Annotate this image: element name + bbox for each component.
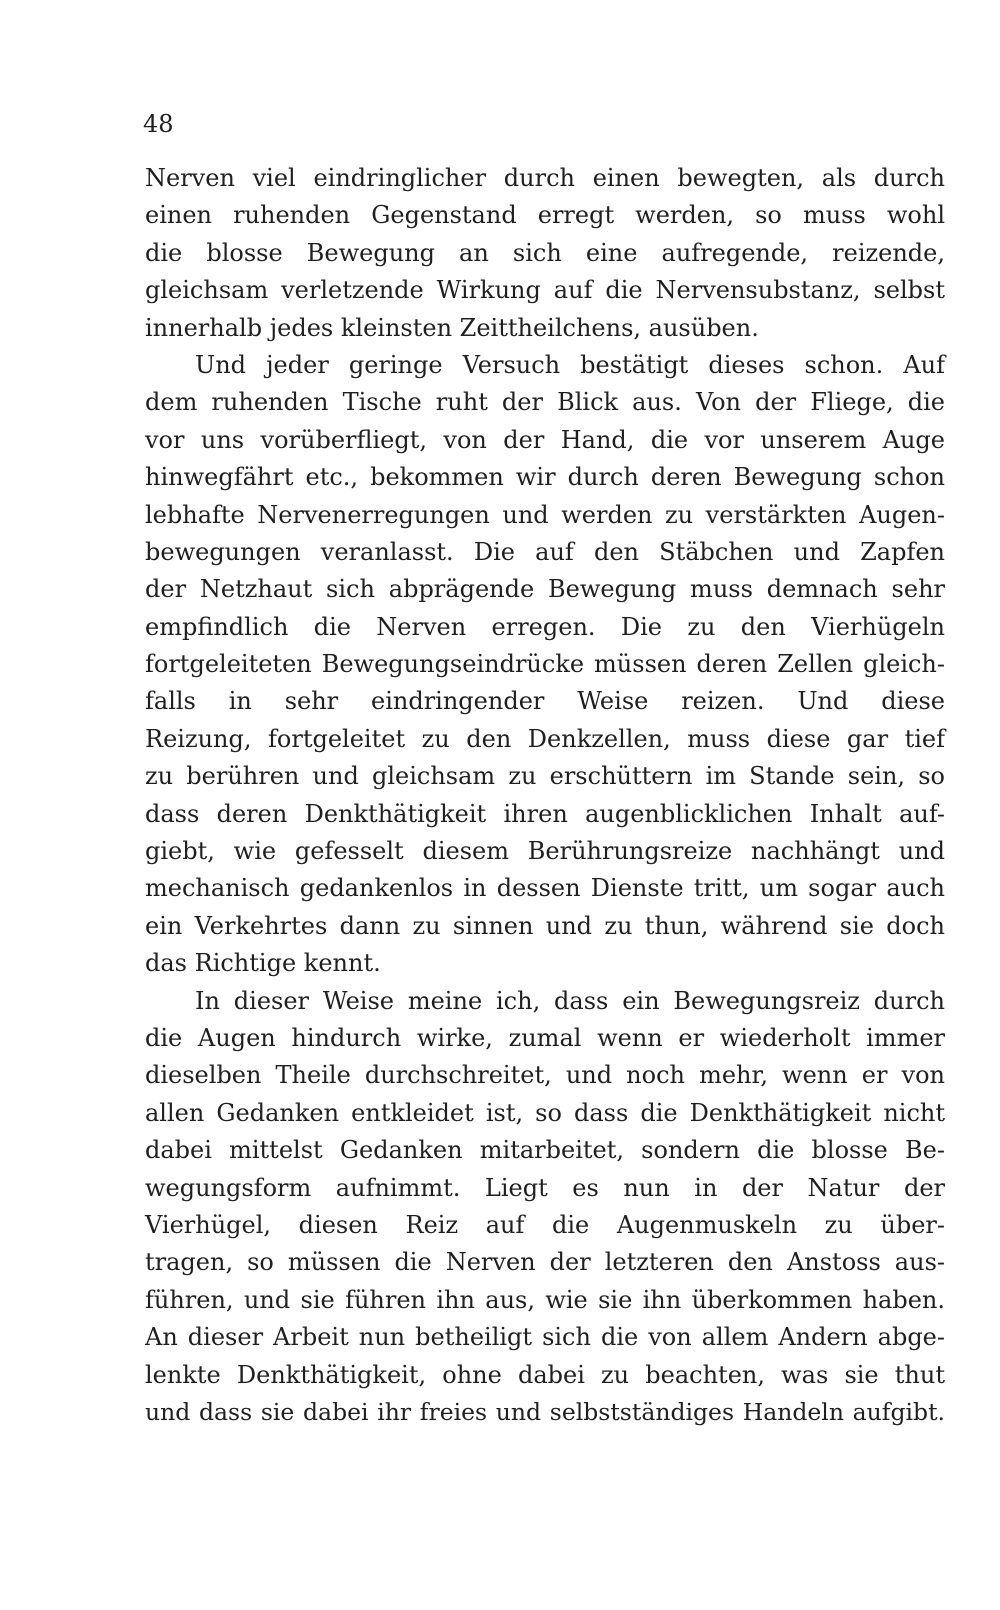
text-line: führen, und sie führen ihn aus, wie sie ihn überkommen haben. (145, 1285, 945, 1314)
text-line: wegungsform aufnimmt. Liegt es nun in der Natur der (145, 1173, 945, 1202)
text-line: lebhafte Nervenerregungen und werden zu verstärkten Augen- (145, 500, 945, 529)
text-line: die Augen hindurch wirke, zumal wenn er wiederholt immer (145, 1023, 945, 1052)
text-line: lenkte Denkthätigkeit, ohne dabei zu beachten, was sie thut (145, 1360, 945, 1389)
text-line: fortgeleiteten Bewegungseindrücke müssen deren Zellen gleich- (145, 650, 945, 679)
text-line: dieselben Theile durchschreitet, und noch mehr, wenn er von (145, 1061, 945, 1090)
text-line: dabei mittelst Gedanken mitarbeitet, sondern die blosse Be- (145, 1136, 945, 1165)
text-line: Nerven viel eindringlicher durch einen bewegten, als durch (145, 164, 945, 192)
text-line: vor uns vorüberfliegt, von der Hand, die vor unserem Auge (145, 425, 945, 454)
text-line: dass deren Denkthätigkeit ihren augenblicklichen Inhalt auf- (145, 799, 945, 828)
text-line: Vierhügel, diesen Reiz auf die Augenmuskeln zu über- (145, 1210, 945, 1239)
text-line: innerhalb jedes kleinsten Zeittheilchens, ausüben. (145, 313, 759, 342)
text-line: ein Verkehrtes dann zu sinnen und zu thun, während sie doch (145, 911, 945, 940)
text-line: und dass sie dabei ihr freies und selbstständiges Handeln aufgibt. (145, 1397, 945, 1426)
body-text (145, 160, 945, 1431)
text-line: giebt, wie gefesselt diesem Berührungsreize nachhängt und (145, 837, 945, 866)
text-line: der Netzhaut sich abprägende Bewegung muss demnach sehr (145, 575, 945, 604)
text-line: Und jeder geringe Versuch bestätigt dieses schon. Auf (195, 350, 945, 379)
page-number: 48 (143, 110, 174, 138)
text-line: gleichsam verletzende Wirkung auf die Nervensubstanz, selbst (145, 276, 945, 305)
text-line: tragen, so müssen die Nerven der letzteren den Anstoss aus- (145, 1248, 945, 1277)
text-line: allen Gedanken entkleidet ist, so dass die Denkthätigkeit nicht (145, 1098, 945, 1127)
text-line: zu berühren und gleichsam zu erschüttern im Stande sein, so (145, 762, 945, 791)
text-line: An dieser Arbeit nun betheiligt sich die von allem Andern abge- (145, 1323, 945, 1352)
text-line: falls in sehr eindringender Weise reizen. Und diese (145, 687, 945, 716)
text-line: die blosse Bewegung an sich eine aufregende, reizende, (145, 238, 945, 267)
text-line: mechanisch gedankenlos in dessen Dienste tritt, um sogar auch (145, 874, 945, 903)
text-line: das Richtige kennt. (145, 949, 381, 978)
text-line: hinwegfährt etc., bekommen wir durch deren Bewegung schon (145, 463, 945, 492)
text-line: empfindlich die Nerven erregen. Die zu den Vierhügeln (145, 612, 945, 641)
text-line: bewegungen veranlasst. Die auf den Stäbchen und Zapfen (145, 537, 945, 566)
text-line: Reizung, fortgeleitet zu den Denkzellen, muss diese gar tief (145, 724, 945, 753)
text-line: In dieser Weise meine ich, dass ein Bewegungsreiz durch (195, 986, 945, 1015)
text-line: dem ruhenden Tische ruht der Blick aus. Von der Fliege, die (145, 388, 945, 417)
text-line: einen ruhenden Gegenstand erregt werden, so muss wohl (145, 201, 945, 230)
